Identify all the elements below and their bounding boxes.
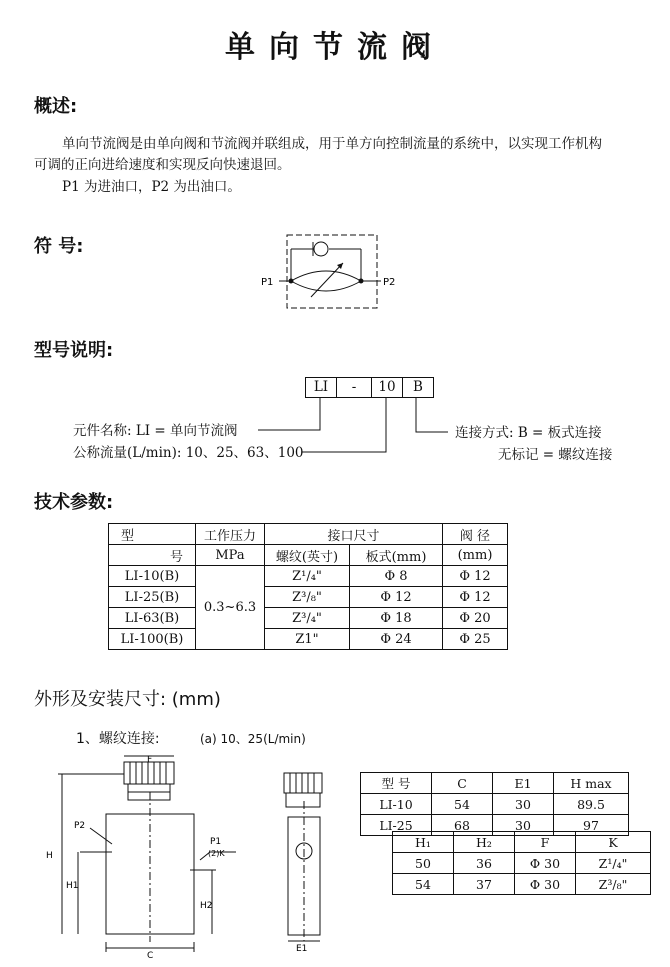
cell-model: LI-10(B) [109, 566, 196, 587]
table-row [109, 587, 508, 608]
valve-symbol-diagram [255, 225, 415, 315]
dims-table-1 [360, 772, 629, 836]
symbol-adjust-arrow [311, 263, 343, 297]
model-connection-text: 连接方式: B = 板式连接 [455, 425, 602, 441]
t2-cell: Φ 30 [515, 874, 576, 895]
model-name-text: 元件名称: LI = 单向节流阀 [73, 423, 238, 439]
model-thread-text: 无标记 = 螺纹连接 [498, 447, 613, 463]
leader-connection [416, 397, 448, 432]
t1-head-e1: E1 [493, 773, 554, 794]
t1-cell: 97 [554, 815, 629, 836]
cell-dia: Φ 12 [443, 587, 508, 608]
dims-subheading: 1、螺纹连接: [76, 731, 160, 747]
table-row [109, 629, 508, 650]
model-code-dash: - [336, 377, 372, 398]
th-plate: 板式(mm) [350, 545, 443, 566]
th-pressure-b: MPa [196, 545, 265, 566]
th-dia-b: (mm) [443, 545, 508, 566]
cell-model: LI-63(B) [109, 608, 196, 629]
model-code-flow: 10 [371, 377, 403, 398]
th-type-b: 号 [109, 545, 196, 566]
dim-p1-label: P1 [210, 837, 222, 847]
th-type-a: 型 [109, 524, 196, 545]
th-thread: 螺纹(英寸) [265, 545, 350, 566]
dim-k-label: (2)K [208, 849, 225, 858]
cell-plate: Φ 12 [350, 587, 443, 608]
th-pressure-a: 工作压力 [196, 524, 265, 545]
dim-h-label: H [46, 851, 53, 861]
dim-h2-label: H2 [200, 901, 213, 911]
t1-cell: 68 [432, 815, 493, 836]
model-code-li: LI [305, 377, 337, 398]
leader-name [258, 397, 320, 430]
t1-head-model: 型 号 [361, 773, 432, 794]
cell-dia: Φ 25 [443, 629, 508, 650]
model-code-connection: B [402, 377, 434, 398]
dim-p2-label: P2 [74, 821, 86, 831]
overview-line-3: P1 为进油口，P2 为出油口。 [62, 179, 241, 195]
side-view-drawing [270, 765, 350, 955]
front-view-drawing [40, 752, 250, 964]
cell-pressure: 0.3~6.3 [196, 566, 265, 650]
t2-cell: 54 [393, 874, 454, 895]
cell-plate: Φ 24 [350, 629, 443, 650]
symbol-throttle-arc-bottom [291, 281, 361, 291]
t2-cell: 36 [454, 853, 515, 874]
cell-plate: Φ 18 [350, 608, 443, 629]
t2-cell: 50 [393, 853, 454, 874]
cell-model: LI-100(B) [109, 629, 196, 650]
dims-table-2 [392, 831, 651, 895]
t2-head-h2: H₂ [454, 832, 515, 853]
dims-subnote: (a) 10、25(L/min) [200, 732, 306, 746]
dim-c-label: C [147, 951, 154, 961]
side-lock-nut [286, 793, 320, 807]
table-row [393, 853, 651, 874]
cell-thread: Z1" [265, 629, 350, 650]
t2-cell: Z³/₈" [576, 874, 651, 895]
symbol-p1-label: P1 [261, 277, 274, 288]
cell-dia: Φ 12 [443, 566, 508, 587]
cell-thread: Z³/₄" [265, 608, 350, 629]
overview-line-2: 可调的正向进给速度和实现反向快速退回。 [34, 157, 291, 173]
t2-head-k: K [576, 832, 651, 853]
cell-thread: Z³/₈" [265, 587, 350, 608]
t1-cell: 89.5 [554, 794, 629, 815]
t2-cell: 37 [454, 874, 515, 895]
model-flow-text: 公称流量(L/min): 10、25、63、100 [73, 445, 304, 461]
t2-cell: Φ 30 [515, 853, 576, 874]
symbol-throttle-arc-top [291, 271, 361, 281]
cell-plate: Φ 8 [350, 566, 443, 587]
t1-cell: LI-25 [361, 815, 432, 836]
t1-cell: 30 [493, 815, 554, 836]
page-title: 单向节流阀 [225, 30, 445, 65]
table-row [393, 874, 651, 895]
table-row [361, 794, 629, 815]
t2-cell: Z¹/₄" [576, 853, 651, 874]
t2-head-f: F [515, 832, 576, 853]
th-port: 接口尺寸 [265, 524, 443, 545]
dim-h1-label: H1 [66, 881, 79, 891]
t1-cell: 30 [493, 794, 554, 815]
overview-line-1: 单向节流阀是由单向阀和节流阀并联组成，用于单方向控制流量的系统中，以实现工作机构 [62, 136, 602, 152]
table-row [109, 566, 508, 587]
cell-thread: Z¹/₄" [265, 566, 350, 587]
overview-heading: 概述: [34, 96, 78, 117]
check-valve-ball-icon [314, 242, 328, 256]
dim-f-label: F [147, 755, 153, 765]
t1-head-c: C [432, 773, 493, 794]
dim-e1-label: E1 [296, 944, 308, 954]
t2-head-h1: H₁ [393, 832, 454, 853]
model-code-boxes [305, 377, 433, 397]
t1-cell: LI-10 [361, 794, 432, 815]
symbol-p2-label: P2 [383, 277, 396, 288]
model-heading: 型号说明: [34, 340, 114, 361]
cell-model: LI-25(B) [109, 587, 196, 608]
cell-dia: Φ 20 [443, 608, 508, 629]
t1-cell: 54 [432, 794, 493, 815]
th-dia-a: 阀 径 [443, 524, 508, 545]
leader-flow [302, 397, 386, 452]
tech-heading: 技术参数: [34, 492, 114, 513]
t1-head-hmax: H max [554, 773, 629, 794]
symbol-heading: 符 号: [34, 236, 84, 257]
tech-spec-table [108, 523, 508, 650]
dims-heading: 外形及安装尺寸: (mm) [34, 689, 221, 710]
table-row [109, 608, 508, 629]
